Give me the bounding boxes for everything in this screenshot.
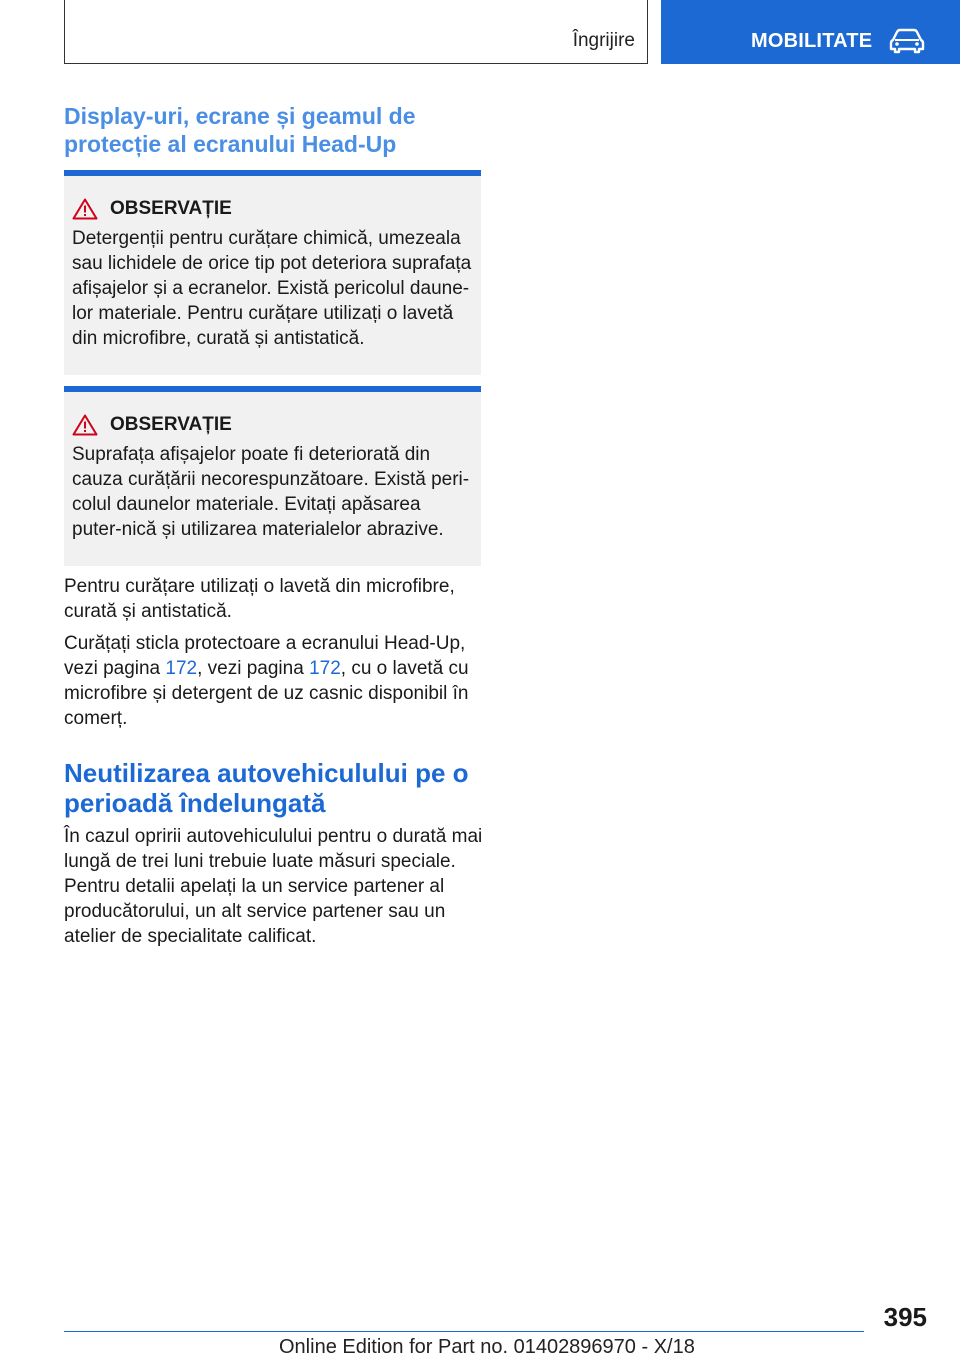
paragraph-text: , vezi pagina: [197, 658, 310, 679]
notice-header: [72, 414, 473, 436]
warning-icon: [72, 414, 98, 436]
paragraph-head-up: [64, 631, 484, 731]
footer-divider: [64, 1331, 864, 1332]
notice-header: [72, 198, 473, 220]
notice-title: OBSERVAȚIE: [110, 198, 232, 219]
paragraph-cleaning: Pentru curățare utilizați o lavetă din microfibre, curată și antistatică.: [64, 576, 455, 622]
paragraph-text: , cu o lavetă cu microfibre și detergent de uz casnic disponibil în comerț.: [64, 658, 469, 729]
page-number: 395: [883, 1302, 927, 1332]
notice-text: Detergenții pentru curățare chimică, umezeala sau lichidele de orice tip pot deteriora suprafața afișajelor și a ecranelor. Există pericolul daune-lor materiale. Pentru curățare utilizați o lavetă din microfibre, curată și antistatică.: [72, 228, 472, 349]
header-chapter-label: Îngrijire: [572, 30, 635, 51]
warning-icon: [72, 198, 98, 220]
header-section-tab[interactable]: [661, 0, 960, 64]
header-section-label: MOBILITATE: [751, 30, 873, 52]
page-link-172[interactable]: 172: [165, 658, 198, 679]
subsection-text: În cazul opririi autovehiculului pentru o durată mai lungă de trei luni trebuie luate măsuri speciale. Pentru detalii apelați la un service partener al producătorului, un alt service partener sau un atelier de specialitate calificat.: [64, 826, 483, 947]
car-icon: [889, 28, 925, 54]
paragraph-text: Curățați sticla protectoare a ecranului Head-Up, vezi pagina: [64, 633, 466, 679]
notice-text: Suprafața afișajelor poate fi deteriorată din cauza curățării necorespunzătoare. Există peri-colul daunelor materiale. Evitați apăsarea puter-nică și utilizarea materialelor abrazive.: [72, 444, 470, 540]
notice-box: [64, 386, 481, 566]
section-title: Display-uri, ecrane și geamul de protecție al ecranului Head-Up: [64, 103, 416, 157]
subsection-title: Neutilizarea autovehiculului pe o perioadă îndelungată: [64, 758, 469, 818]
header-chapter-box: [64, 0, 648, 64]
page-link-172[interactable]: 172: [309, 658, 341, 679]
notice-title: OBSERVAȚIE: [110, 414, 232, 435]
footer-edition: Online Edition for Part no. 01402896970 - X/18: [279, 1336, 695, 1358]
notice-box: [64, 170, 481, 375]
